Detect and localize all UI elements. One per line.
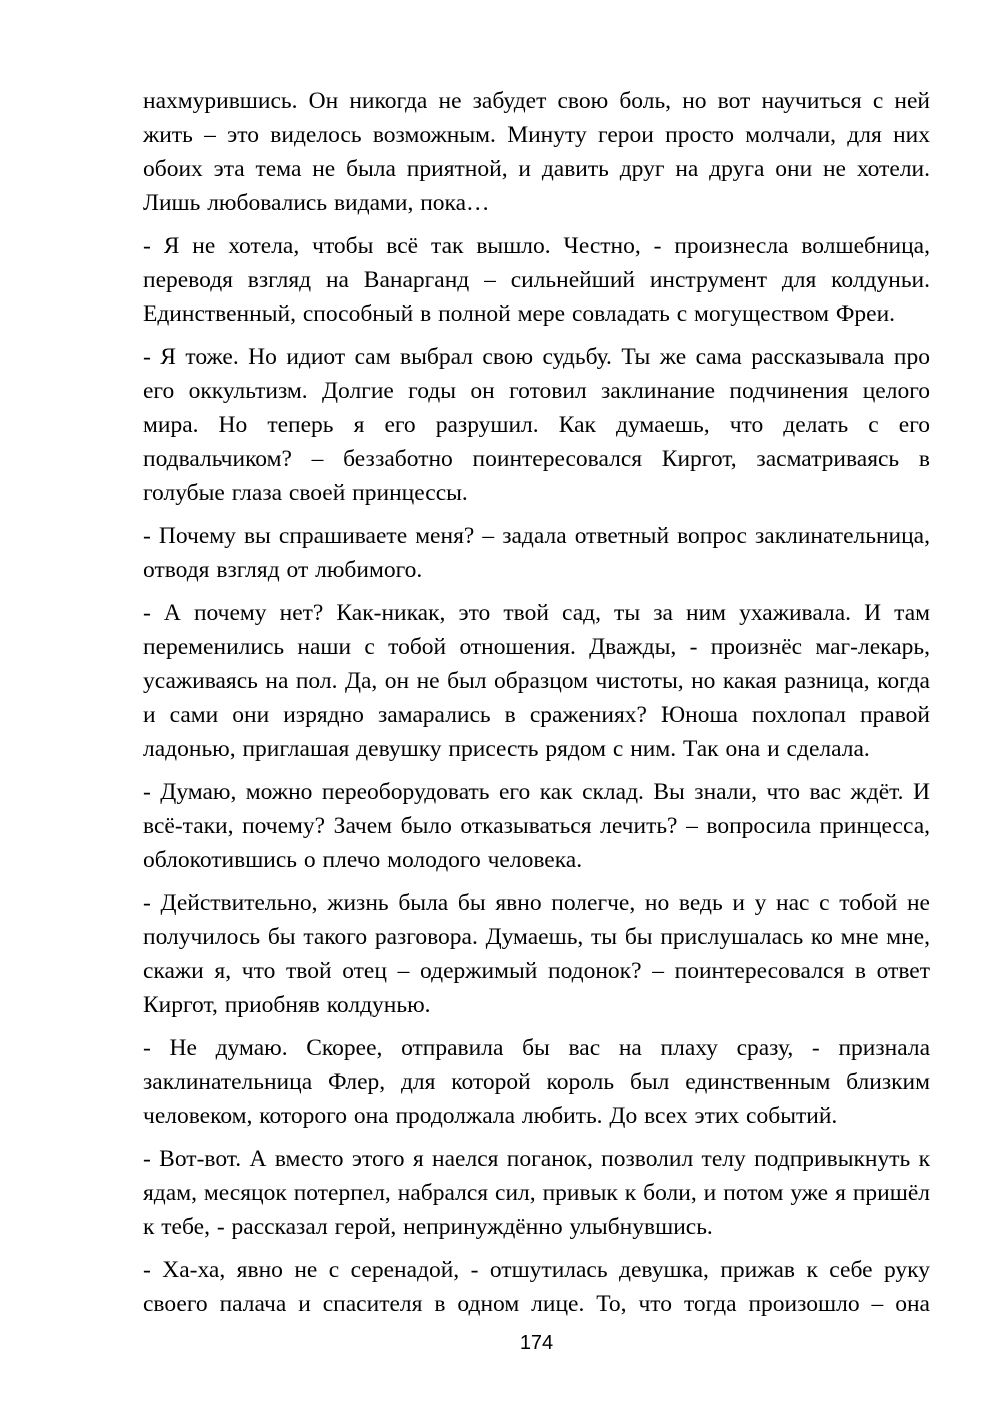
text-block [143,84,930,1321]
paragraph: - Я тоже. Но идиот сам выбрал свою судьбу. Ты же сама рассказывала про его оккультизм. Долгие годы он готовил заклинание подчинения целого мира. Но теперь я его разрушил. Как думаешь, что делать с его подвальчиком? – беззаботно поинтересовался Киргот, засматриваясь в голубые глаза своей принцессы. [143,344,930,506]
paragraph: - А почему нет? Как-никак, это твой сад, ты за ним ухаживала. И там переменились наши с тобой отношения. Дважды, - произнёс маг-лекарь, усаживаясь на пол. Да, он не был образцом чистоты, но какая разница, когда и сами они изрядно замарались в сражениях? Юноша похлопал правой ладонью, приглашая девушку присесть рядом с ним. Так она и сделала. [143,600,930,762]
paragraph: нахмурившись. Он никогда не забудет свою боль, но вот научиться с ней жить – это виделось возможным. Минуту герои просто молчали, для них обоих эта тема не была приятной, и давить друг на друга они не хотели. Лишь любовались видами, пока… [143,88,930,216]
paragraph: - Я не хотела, чтобы всё так вышло. Честно, - произнесла волшебница, переводя взгляд на Ванарганд – сильнейший инструмент для колдуньи. Единственный, способный в полной мере совладать с могуществом Фреи. [143,233,930,327]
paragraph: - Почему вы спрашиваете меня? – задала ответный вопрос заклинательница, отводя взгляд от любимого. [143,523,930,583]
paragraph: - Действительно, жизнь была бы явно полегче, но ведь и у нас с тобой не получилось бы такого разговора. Думаешь, ты бы прислушалась ко мне мне, скажи я, что твой отец – одержимый подонок? – поинтересовался в ответ Киргот, приобняв колдунью. [143,890,930,1018]
page-number: 174 [519,1332,554,1354]
paragraph: - Ха-ха, явно не с серенадой, - отшутилась девушка, прижав к себе руку своего палача и спасителя в одном лице. То, что тогда произошло – она [143,1257,930,1317]
paragraph: - Не думаю. Скорее, отправила бы вас на плаху сразу, - признала заклинательница Флер, для которой король был единственным близким человеком, которого она продолжала любить. До всех этих событий. [143,1035,930,1129]
paragraph: - Вот-вот. А вместо этого я наелся поганок, позволил телу подпривыкнуть к ядам, месяцок потерпел, набрался сил, привык к боли, и потом уже я пришёл к тебе, - рассказал герой, непринуждённо улыбнувшись. [143,1146,930,1240]
paragraph: - Думаю, можно переоборудовать его как склад. Вы знали, что вас ждёт. И всё-таки, почему? Зачем было отказываться лечить? – вопросила принцесса, облокотившись о плечо молодого человека. [143,779,930,873]
